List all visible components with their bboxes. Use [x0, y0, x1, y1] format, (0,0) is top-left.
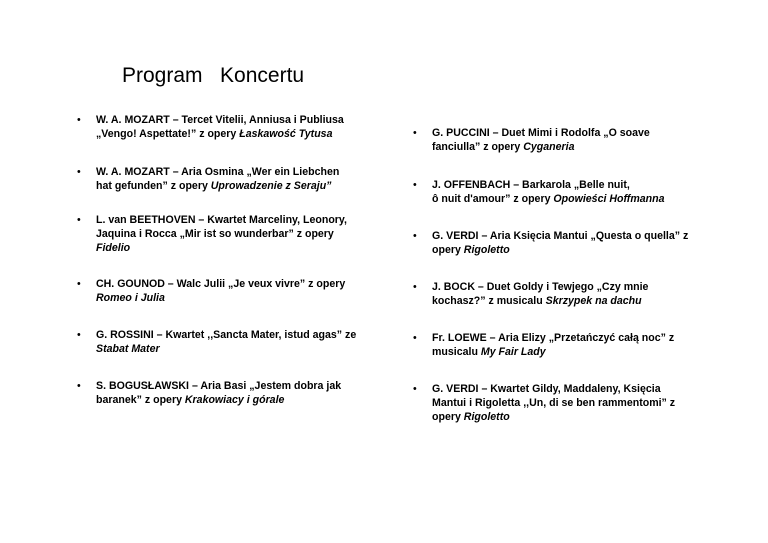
program-text: G. ROSSINI – Kwartet ,,Sancta Mater, istud agas” ze [96, 329, 357, 341]
program-text: musicalu [432, 346, 481, 358]
program-item-left-1 [77, 165, 340, 193]
program-item-line [432, 410, 675, 424]
work-title: Stabat Mater [96, 343, 160, 355]
program-item-line [96, 291, 345, 305]
program-item-line [96, 227, 347, 241]
program-text: hat gefunden” z opery [96, 180, 211, 192]
work-title: Łaskawość Tytusa [239, 128, 333, 140]
program-item-line [432, 126, 650, 140]
program-item-right-0 [413, 126, 650, 154]
program-item-line [96, 393, 341, 407]
bullet-icon: • [77, 329, 81, 341]
program-item-line [432, 243, 688, 257]
program-item-right-2 [413, 229, 689, 257]
program-text: Jaquina i Rocca „Mir ist so wunderbar” z opery [96, 228, 334, 240]
bullet-icon: • [77, 380, 81, 392]
work-title: Rigoletto [463, 411, 510, 423]
bullet-icon: • [413, 230, 417, 242]
program-item-line [96, 241, 347, 255]
work-title: My Fair Lady [480, 346, 546, 358]
program-item-right-3 [413, 280, 649, 308]
program-item-line [96, 165, 339, 179]
work-title: Krakowiacy i górale [184, 394, 285, 406]
program-item-line [96, 179, 339, 193]
program-item-line [432, 345, 674, 359]
program-text: J. BOCK – Duet Goldy i Tewjego „Czy mnie [432, 281, 649, 293]
program-item-left-3 [77, 277, 346, 305]
work-title: Rigoletto [463, 244, 510, 256]
program-text: „Vengo! Aspettate!” z opery [96, 128, 240, 140]
work-title: Uprowadzenie z Seraju” [210, 180, 332, 192]
program-text: kochasz?” z musicalu [432, 295, 546, 307]
program-item-right-5 [413, 382, 676, 424]
work-title: Cyganeria [523, 141, 575, 153]
program-item-right-4 [413, 331, 675, 359]
program-text: baranek” z opery [96, 394, 185, 406]
program-text: G. VERDI – Kwartet Gildy, Maddaleny, Księcia [432, 383, 661, 395]
work-title: Romeo i Julia [96, 292, 165, 304]
program-text: G. PUCCINI – Duet Mimi i Rodolfa „O soave [432, 127, 650, 139]
program-text: W. A. MOZART – Aria Osmina „Wer ein Liebchen [96, 166, 340, 178]
program-text: Fr. LOEWE – Aria Elizy „Przetańczyć całą noc” z [432, 332, 675, 344]
program-item-line [96, 277, 345, 291]
program-text: opery [432, 244, 464, 256]
program-text: W. A. MOZART – Tercet Vitelii, Anniusa i Publiusa [96, 114, 344, 126]
program-text: Mantui i Rigoletta ,,Un, di se ben rammentomi” z [432, 397, 676, 409]
program-text: fanciulla” z opery [432, 141, 524, 153]
program-item-line [432, 192, 664, 206]
bullet-icon: • [413, 383, 417, 395]
program-item-line [432, 178, 664, 192]
program-item-left-5 [77, 379, 342, 407]
program-text: CH. GOUNOD – Walc Julii „Je veux vivre” z opery [96, 278, 346, 290]
program-item-line [432, 280, 648, 294]
program-item-line [432, 140, 650, 154]
program-item-line [96, 328, 356, 342]
bullet-icon: • [77, 166, 81, 178]
program-text: opery [432, 411, 464, 423]
bullet-icon: • [77, 278, 81, 290]
bullet-icon: • [413, 281, 417, 293]
program-item-left-0 [77, 113, 344, 141]
program-text: J. OFFENBACH – Barkarola „Belle nuit, [432, 179, 630, 191]
program-item-line [432, 229, 688, 243]
program-item-line [432, 396, 675, 410]
program-item-left-2 [77, 213, 347, 255]
program-item-line [432, 294, 648, 308]
bullet-icon: • [413, 332, 417, 344]
bullet-icon: • [77, 214, 81, 226]
page-title: Program Koncertu [122, 64, 305, 87]
bullet-icon: • [77, 114, 81, 126]
program-item-line [96, 213, 347, 227]
program-item-line [96, 113, 344, 127]
program-item-line [96, 342, 356, 356]
program-text: ô nuit d'amour” z opery [432, 193, 554, 205]
program-text: S. BOGUSŁAWSKI – Aria Basi „Jestem dobra jak [96, 380, 342, 392]
program-text: L. van BEETHOVEN – Kwartet Marceliny, Leonory, [96, 214, 347, 226]
program-item-line [432, 382, 675, 396]
program-item-line [96, 127, 344, 141]
program-item-left-4 [77, 328, 357, 356]
work-title: Opowieści Hoffmanna [553, 193, 665, 205]
program-item-line [96, 379, 341, 393]
program-item-right-1 [413, 178, 665, 206]
program-item-line [432, 331, 674, 345]
bullet-icon: • [413, 127, 417, 139]
work-title: Fidelio [96, 242, 131, 254]
work-title: Skrzypek na dachu [545, 295, 642, 307]
bullet-icon: • [413, 179, 417, 191]
program-text: G. VERDI – Aria Księcia Mantui „Questa o quella” z [432, 230, 689, 242]
